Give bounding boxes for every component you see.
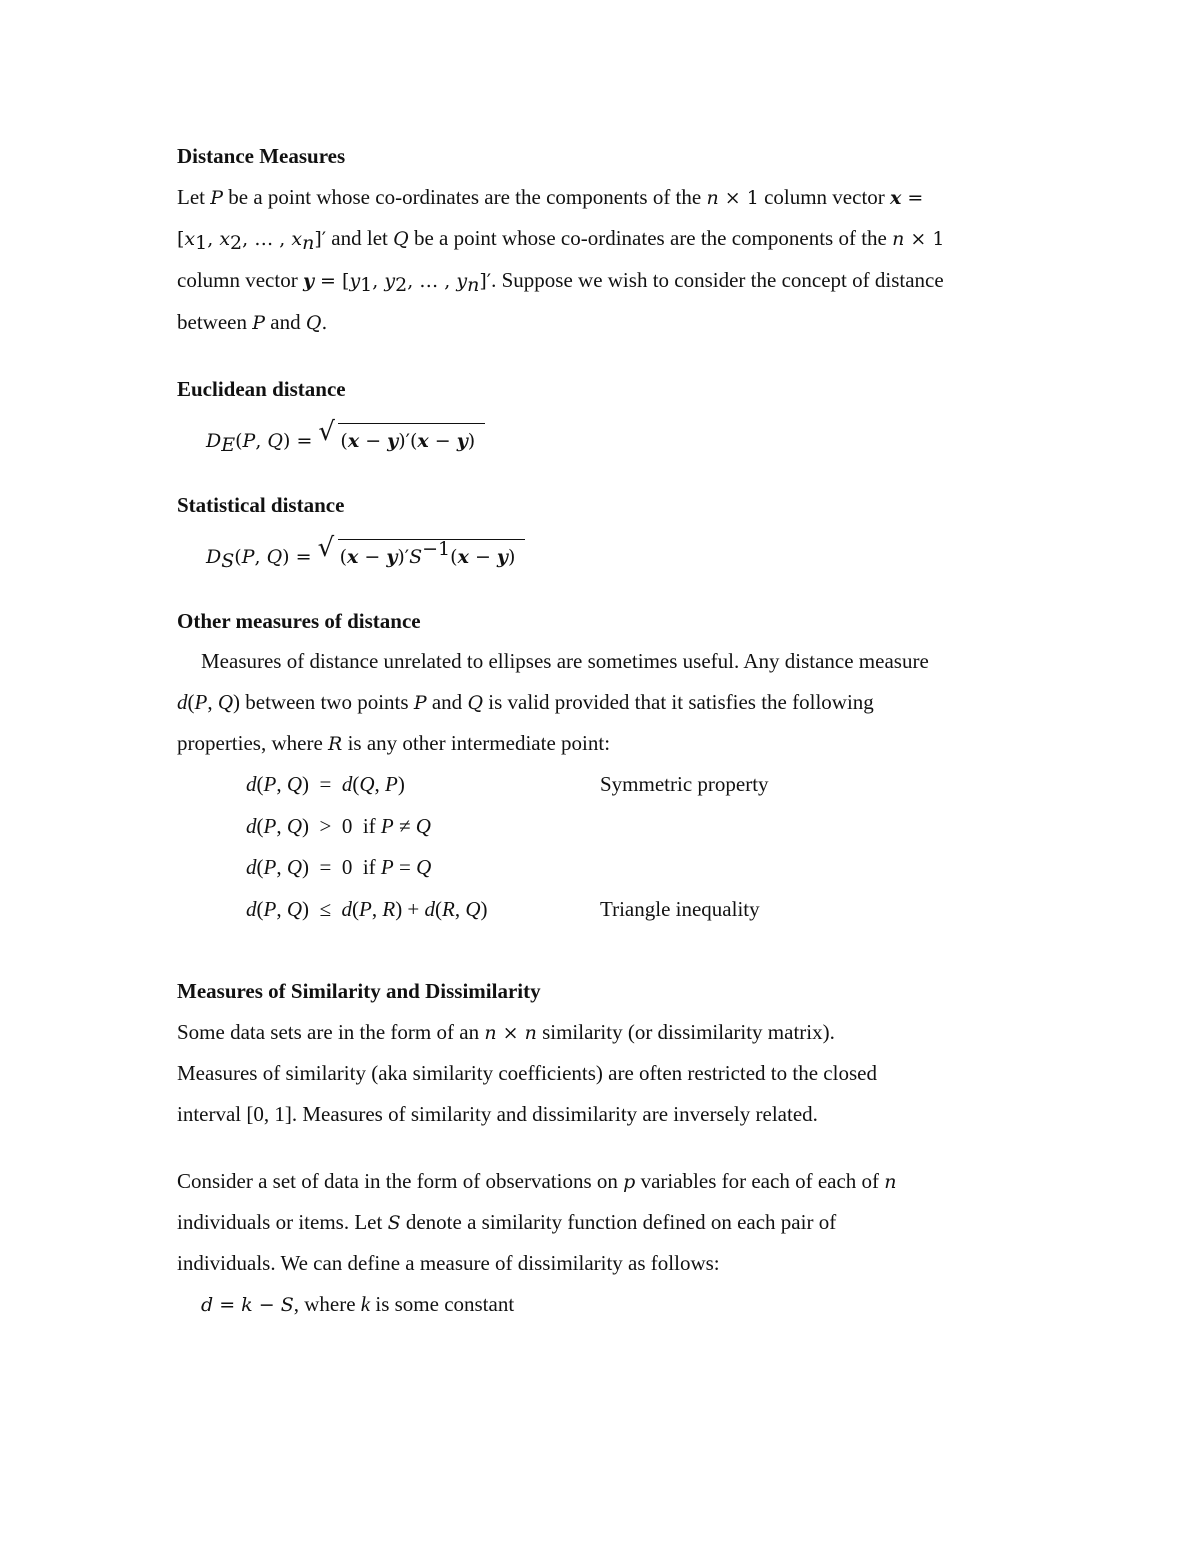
other-text: properties, where bbox=[177, 731, 323, 755]
intro-text: column vector bbox=[764, 185, 885, 209]
other-text: is valid provided that it satisfies the following bbox=[488, 690, 874, 714]
intro-text: be a point whose co-ordinates are the components of the bbox=[413, 226, 887, 250]
section-title-other-measures: Other measures of distance bbox=[177, 609, 421, 633]
intro-line-2: [$x_1$, $x_2$, … , $x_n]'$ and let Q be a point whose co-ordinates are the components of the n × 1 bbox=[177, 226, 945, 254]
intro-text: be a point whose co-ordinates are the components of the bbox=[228, 185, 702, 209]
property-symmetric-formula: d(P, Q) = d(Q, P) bbox=[246, 772, 405, 796]
sim-para-line-4: Consider a set of data in the form of observations on p variables for each of each of n bbox=[177, 1169, 897, 1193]
sim-para-line-3: interval [0, 1]. Measures of similarity and dissimilarity are inversely related. bbox=[177, 1102, 818, 1126]
intro-line-4: between P and Q. bbox=[177, 310, 328, 334]
other-para-line-3: properties, where R is any other intermediate point: bbox=[177, 731, 611, 755]
intro-text: and bbox=[270, 310, 301, 334]
formula-euclidean: $D_E(P$, Q) = √ (x − y)′(x − y) bbox=[206, 423, 485, 455]
property-positive-formula: d(P, Q) > 0 if P ≠ Q bbox=[246, 814, 431, 838]
intro-text: and let bbox=[331, 226, 388, 250]
intro-line-1: Let P be a point whose co-ordinates are the components of the n × 1 column vector x = bbox=[177, 185, 924, 209]
formula-statistical: $D_S(P$, Q) = √ $(x - y)'S^{-1}(x - y)$ bbox=[206, 539, 525, 571]
sim-text: Consider a set of data in the form of observations on bbox=[177, 1169, 618, 1193]
section-title-similarity: Measures of Similarity and Dissimilarity bbox=[177, 979, 541, 1003]
sim-para-line-5: individuals or items. Let S denote a similarity function defined on each pair of bbox=[177, 1210, 837, 1234]
sim-para-line-2: Measures of similarity (aka similarity coefficients) are often restricted to the closed bbox=[177, 1061, 877, 1085]
other-text: is any other intermediate point: bbox=[347, 731, 611, 755]
intro-text: . Suppose we wish to consider the concept of distance bbox=[491, 268, 944, 292]
sim-text: Some data sets are in the form of an bbox=[177, 1020, 480, 1044]
sim-text: similarity (or dissimilarity matrix). bbox=[542, 1020, 835, 1044]
sim-text: denote a similarity function defined on each pair of bbox=[405, 1210, 837, 1234]
section-title-euclidean: Euclidean distance bbox=[177, 377, 346, 401]
property-triangle-label: Triangle inequality bbox=[600, 897, 760, 921]
formula-dissimilarity: d = k − S, where k is some constant bbox=[201, 1292, 515, 1316]
sim-text: variables for each of each of bbox=[640, 1169, 880, 1193]
intro-text: Let bbox=[177, 185, 205, 209]
sim-text: individuals or items. Let bbox=[177, 1210, 383, 1234]
sim-para-line-6: individuals. We can define a measure of dissimilarity as follows: bbox=[177, 1251, 720, 1275]
property-symmetric-label: Symmetric property bbox=[600, 772, 769, 796]
other-text: and bbox=[431, 690, 463, 714]
other-para-line-1: Measures of distance unrelated to ellipses are sometimes useful. Any distance measure bbox=[201, 649, 929, 673]
section-title-distance-measures: Distance Measures bbox=[177, 144, 346, 168]
sim-para-line-1: Some data sets are in the form of an n × n similarity (or dissimilarity matrix). bbox=[177, 1020, 835, 1044]
sim-text: is some constant bbox=[375, 1292, 515, 1316]
property-zero-formula: d(P, Q) = 0 if P = Q bbox=[246, 855, 432, 879]
sim-text: , where bbox=[293, 1292, 356, 1316]
other-text: between two points bbox=[245, 690, 409, 714]
intro-text: between bbox=[177, 310, 247, 334]
section-title-statistical: Statistical distance bbox=[177, 493, 345, 517]
intro-line-3: column vector $y = [y_1$, $y_2$, … , $y_n]'$. Suppose we wish to consider the concept of distance bbox=[177, 268, 944, 296]
intro-text: column vector bbox=[177, 268, 298, 292]
property-triangle-formula: d(P, Q) ≤ d(P, R) + d(R, Q) bbox=[246, 897, 488, 921]
other-para-line-2: d(P, Q) between two points P and Q is valid provided that it satisfies the following bbox=[177, 690, 874, 714]
